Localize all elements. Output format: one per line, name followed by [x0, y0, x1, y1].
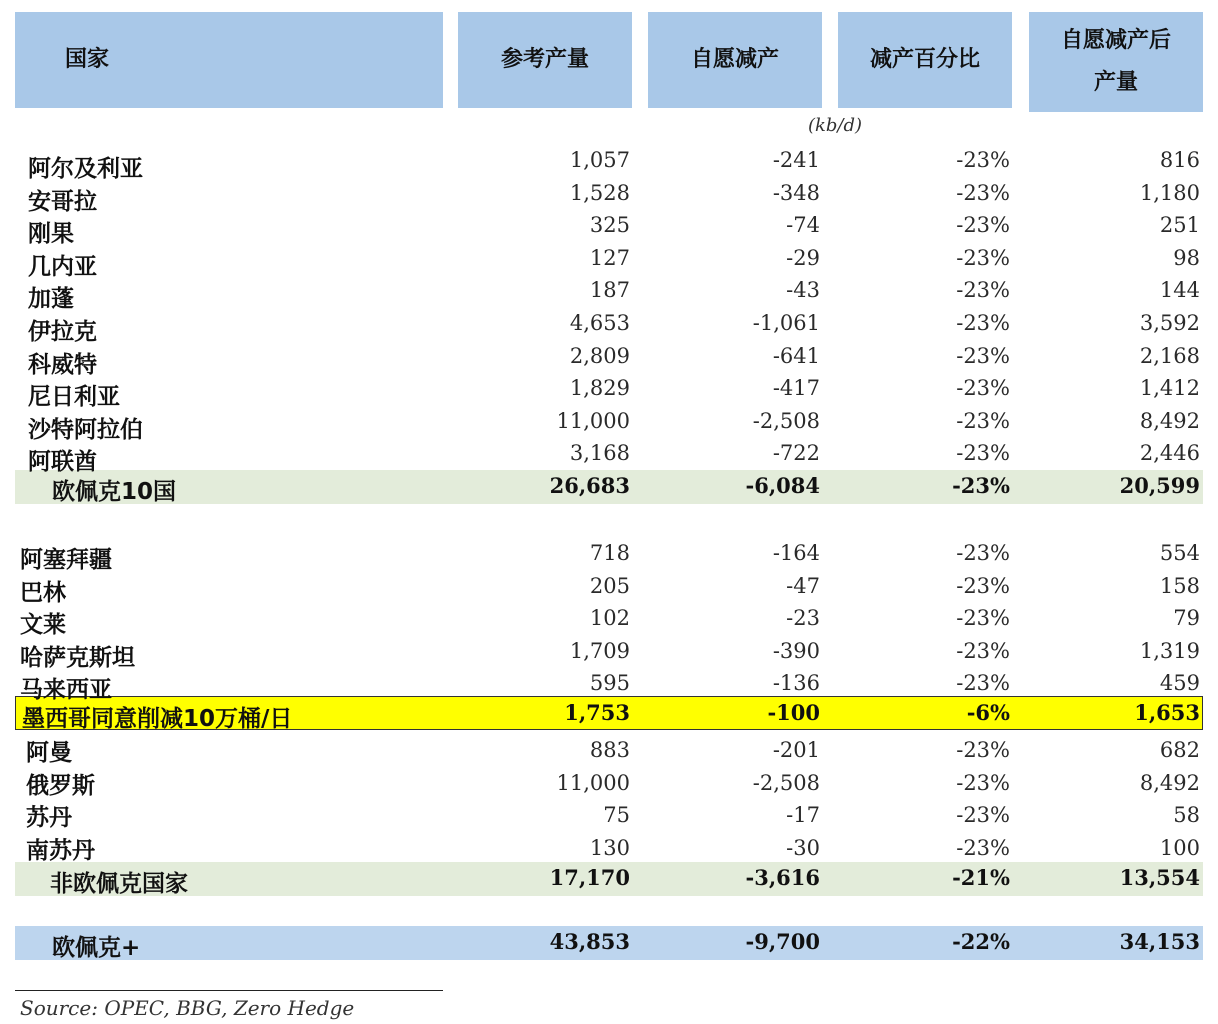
cell-pct: -23%	[956, 541, 1010, 565]
cell-pct: -23%	[956, 738, 1010, 762]
row-name: 巴林	[20, 579, 66, 606]
cell-after: 554	[1159, 541, 1200, 565]
cell-cut: -43	[786, 278, 820, 303]
row-name: 科威特	[28, 351, 97, 378]
cell-reference: 2,809	[569, 343, 630, 368]
table-row	[0, 372, 1218, 411]
header-output-after-cut	[1029, 12, 1203, 112]
cell-after: 98	[1173, 245, 1200, 270]
table-row	[0, 734, 1218, 764]
cell-cut: -417	[772, 376, 820, 401]
cell-reference: 325	[589, 213, 630, 238]
cell-reference: 718	[589, 541, 630, 565]
cell-after: 34,153	[1119, 929, 1200, 954]
header-after-line2: 产量	[1093, 69, 1138, 95]
source-divider	[15, 990, 443, 991]
row-name: 阿联酋	[28, 449, 97, 476]
table-row	[0, 340, 1218, 378]
cell-pct: -22%	[952, 929, 1010, 954]
table-row	[0, 832, 1218, 862]
cell-after: 3,592	[1139, 311, 1200, 335]
table-row	[0, 602, 1218, 638]
cell-after: 2,168	[1139, 343, 1200, 368]
row-name: 阿塞拜疆	[20, 547, 112, 573]
table-row	[0, 405, 1218, 443]
cell-after: 816	[1159, 148, 1200, 172]
cell-cut: -201	[772, 738, 820, 762]
table-row	[0, 570, 1218, 606]
cell-pct: -23%	[956, 213, 1010, 238]
cell-reference: 11,000	[556, 770, 630, 795]
row-name: 苏丹	[26, 805, 72, 831]
row-name: 尼日利亚	[28, 384, 120, 411]
cell-pct: -23%	[956, 803, 1010, 827]
cell-pct: -6%	[966, 700, 1010, 725]
table-row	[0, 767, 1218, 797]
cell-reference: 187	[589, 278, 630, 303]
row-name: 阿尔及利亚	[28, 156, 143, 182]
cell-after: 1,180	[1139, 180, 1200, 205]
cell-after: 58	[1173, 803, 1200, 827]
row-name: 欧佩克+	[52, 935, 141, 961]
cell-cut: -23	[786, 606, 820, 630]
cell-reference: 1,753	[564, 700, 630, 725]
cell-cut: -30	[786, 835, 820, 860]
cell-cut: -164	[772, 541, 820, 565]
row-name: 俄罗斯	[26, 772, 95, 799]
cell-pct: -23%	[956, 148, 1010, 172]
cell-reference: 1,709	[569, 638, 630, 663]
header-reference-output	[458, 12, 632, 108]
cell-reference: 4,653	[569, 311, 630, 335]
row-name: 文莱	[20, 612, 66, 638]
cell-reference: 3,168	[569, 441, 630, 466]
row-name: 墨西哥同意削减10万桶/日	[22, 706, 293, 732]
cell-reference: 1,829	[569, 376, 630, 401]
mexico-row	[0, 700, 1218, 730]
cell-after: 8,492	[1139, 408, 1200, 433]
cell-cut: -2,508	[752, 770, 820, 795]
cell-pct: -23%	[956, 671, 1010, 695]
cell-reference: 205	[589, 573, 630, 598]
header-after-line1: 自愿减产后	[1060, 27, 1171, 54]
cell-pct: -23%	[956, 408, 1010, 433]
cell-pct: -23%	[956, 835, 1010, 860]
cell-reference: 11,000	[556, 408, 630, 433]
cell-cut: -3,616	[745, 865, 820, 890]
cell-after: 682	[1159, 738, 1200, 762]
cell-cut: -6,084	[745, 473, 820, 498]
cell-pct: -23%	[956, 180, 1010, 205]
table-row	[0, 537, 1218, 573]
source-note: Source: OPEC, BBG, Zero Hedge	[20, 996, 355, 1020]
cell-cut: -722	[772, 441, 820, 466]
header-pct-label: 减产百分比	[869, 46, 980, 73]
header-cut-percent	[838, 12, 1012, 108]
cell-cut: -2,508	[752, 408, 820, 433]
table-row	[0, 667, 1218, 703]
row-name: 刚果	[28, 221, 74, 248]
table-row	[0, 177, 1218, 215]
header-country	[15, 12, 443, 108]
cell-after: 20,599	[1119, 473, 1200, 498]
table-row	[0, 209, 1218, 248]
cell-cut: -74	[786, 213, 820, 238]
row-name: 几内亚	[28, 253, 97, 280]
cell-pct: -23%	[956, 638, 1010, 663]
cell-after: 251	[1159, 213, 1200, 238]
cell-cut: -17	[786, 803, 820, 827]
row-name: 沙特阿拉伯	[28, 416, 143, 443]
row-name: 非欧佩克国家	[50, 871, 188, 897]
cell-after: 2,446	[1139, 441, 1200, 466]
cell-reference: 883	[589, 738, 630, 762]
cell-pct: -23%	[956, 245, 1010, 270]
opec-total-row	[0, 473, 1218, 503]
cell-after: 158	[1159, 573, 1200, 598]
cell-after: 8,492	[1139, 770, 1200, 795]
cell-after: 459	[1159, 671, 1200, 695]
cell-reference: 75	[603, 803, 630, 827]
cell-pct: -23%	[956, 441, 1010, 466]
table-row	[0, 242, 1218, 280]
table-row	[0, 144, 1218, 182]
header-reference-label: 参考产量	[500, 46, 589, 73]
unit-label: (kb/d)	[807, 115, 863, 136]
cell-reference: 130	[589, 835, 630, 860]
cell-after: 1,412	[1139, 376, 1200, 401]
cell-cut: -29	[786, 245, 820, 270]
cell-pct: -23%	[956, 311, 1010, 335]
cell-cut: -9,700	[745, 929, 820, 954]
row-name: 加蓬	[28, 286, 74, 313]
cell-reference: 26,683	[549, 473, 630, 498]
cell-reference: 1,057	[569, 148, 630, 172]
cell-after: 144	[1159, 278, 1200, 303]
cell-reference: 1,528	[569, 180, 630, 205]
header-after-label	[1061, 20, 1171, 104]
cell-after: 79	[1173, 606, 1200, 630]
table-row	[0, 274, 1218, 313]
cell-pct: -23%	[952, 473, 1010, 498]
cell-after: 100	[1159, 835, 1200, 860]
table-row	[0, 635, 1218, 671]
cell-after: 1,653	[1134, 700, 1200, 725]
cell-cut: -390	[772, 638, 820, 663]
header-cut-label: 自愿减产	[690, 46, 779, 73]
cell-after: 13,554	[1119, 865, 1200, 890]
table-row	[0, 437, 1218, 476]
non-opec-total-row	[0, 865, 1218, 895]
cell-cut: -47	[786, 573, 820, 598]
cell-reference: 127	[589, 245, 630, 270]
cell-pct: -23%	[956, 770, 1010, 795]
cell-cut: -241	[772, 148, 820, 172]
cell-reference: 102	[589, 606, 630, 630]
table-row	[0, 307, 1218, 345]
cell-pct: -23%	[956, 278, 1010, 303]
cell-pct: -21%	[952, 865, 1010, 890]
cell-cut: -641	[772, 343, 820, 368]
cell-cut: -348	[772, 180, 820, 205]
grand-total-row	[0, 929, 1218, 959]
row-name: 哈萨克斯坦	[20, 644, 135, 671]
cell-cut: -100	[767, 700, 820, 725]
header-country-label: 国家	[65, 46, 110, 73]
cell-cut: -136	[772, 671, 820, 695]
header-voluntary-cut	[648, 12, 822, 108]
cell-pct: -23%	[956, 573, 1010, 598]
row-name: 安哥拉	[28, 188, 97, 215]
cell-pct: -23%	[956, 606, 1010, 630]
cell-pct: -23%	[956, 376, 1010, 401]
cell-reference: 595	[589, 671, 630, 695]
row-name: 欧佩克10国	[52, 479, 177, 505]
cell-cut: -1,061	[752, 311, 820, 335]
row-name: 伊拉克	[28, 319, 97, 345]
row-name: 马来西亚	[20, 677, 112, 703]
cell-after: 1,319	[1139, 638, 1200, 663]
row-name: 阿曼	[26, 740, 72, 766]
table-row	[0, 799, 1218, 829]
row-name: 南苏丹	[26, 837, 95, 864]
cell-reference: 17,170	[549, 865, 630, 890]
cell-pct: -23%	[956, 343, 1010, 368]
cell-reference: 43,853	[549, 929, 630, 954]
